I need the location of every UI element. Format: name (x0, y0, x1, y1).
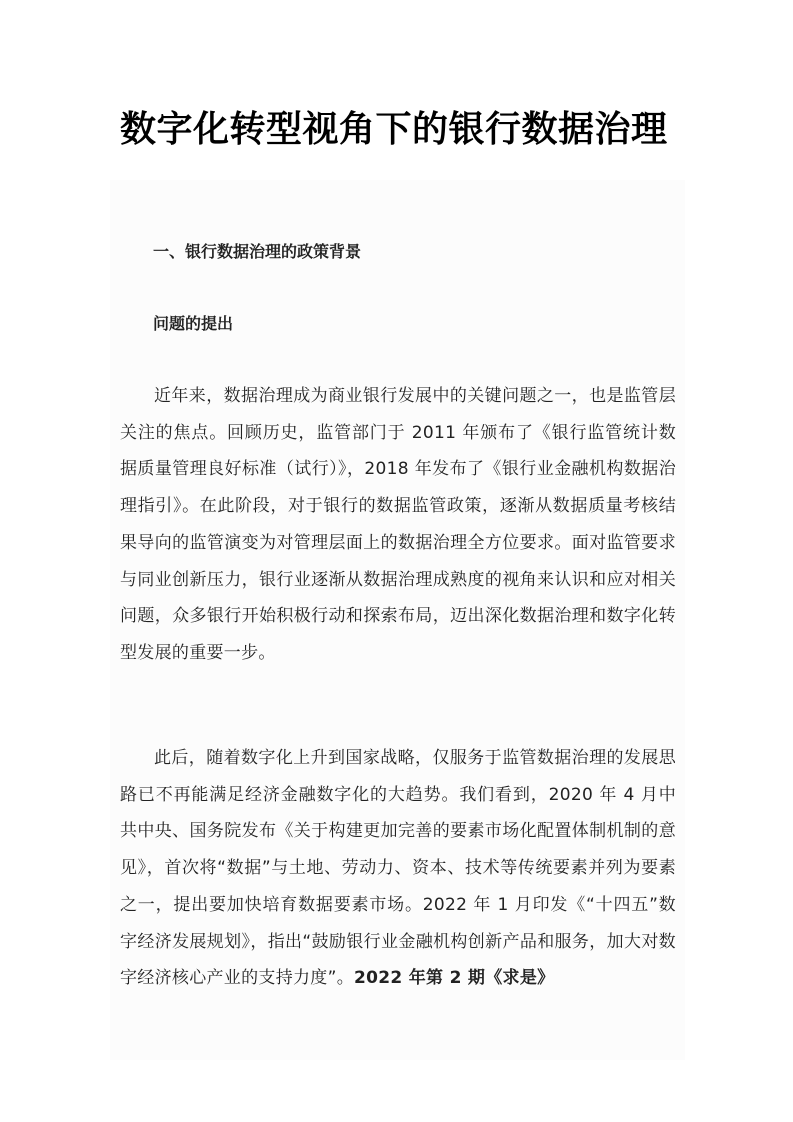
document-title: 数字化转型视角下的银行数据治理 (120, 109, 668, 150)
section-heading: 一、银行数据治理的政策背景 (153, 242, 362, 261)
subsection-heading: 问题的提出 (153, 314, 234, 333)
paragraph-2 (120, 740, 676, 997)
paragraph-2-text: 此后，随着数字化上升到国家战略，仅服务于监管数据治理的发展思路已不再能满足经济金融数字化的大趋势。我们看到，2020 年 4 月中共中央、国务院发布《关于构建更加完善的要素市场化配置体制机制的意见》，首次将“数据”与土地、劳动力、资本、技术等传统要素并列为要素之一，提出要加快培育数据要素市场。2022 年 1 月印发《“十四五”数字经济发展规划》，指出“鼓励银行业金融机构创新产品和服务，加大对数字经济核心产业的支持力度”。 (120, 748, 676, 989)
paragraph-1: 近年来，数据治理成为商业银行发展中的关键问题之一，也是监管层关注的焦点。回顾历史，监管部门于 2011 年颁布了《银行监管统计数据质量管理良好标准（试行）》，2018 年发布了《银行业金融机构数据治理指引》。在此阶段，对于银行的数据监管政策，逐渐从数据质量考核结果导向的监管演变为对管理层面上的数据治理全方位要求。面对监管要求与同业创新压力，银行业逐渐从数据治理成熟度的视角来认识和应对相关问题，众多银行开始积极行动和探索布局，迈出深化数据治理和数字化转型发展的重要一步。 (120, 386, 676, 663)
paragraph-2-bold-reference: 2022 年第 2 期《求是》 (354, 968, 555, 989)
